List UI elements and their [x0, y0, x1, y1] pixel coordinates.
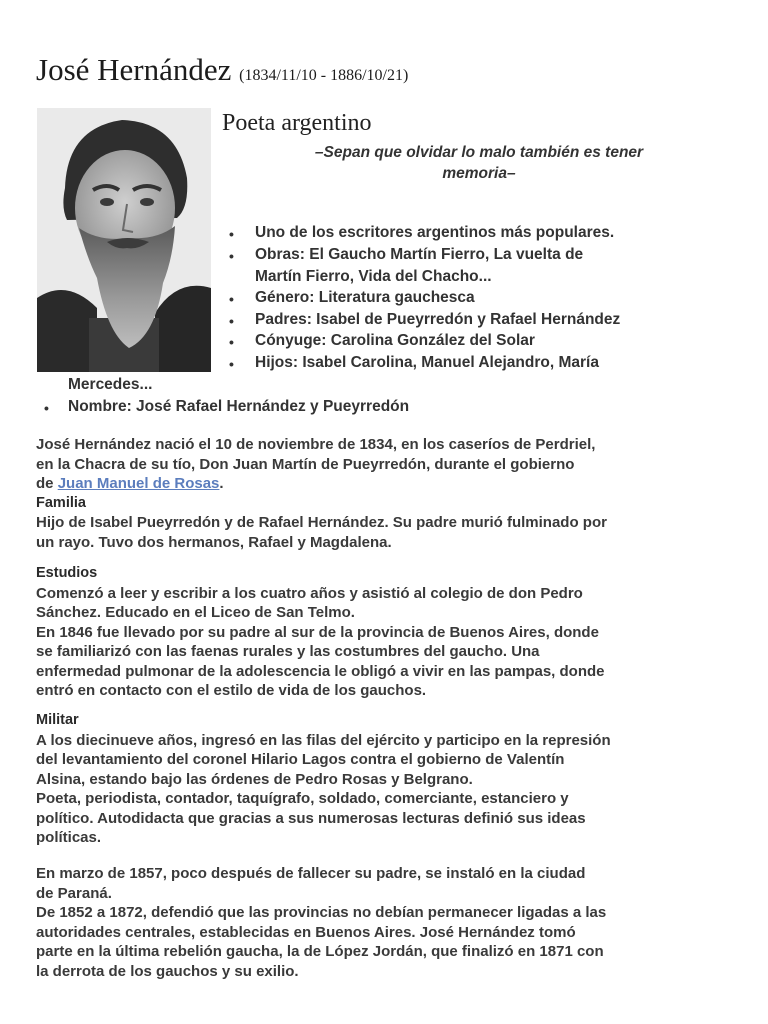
list-item-genre: Género: Literatura gauchesca — [255, 289, 475, 306]
text-line: Alsina, estando bajo las órdenes de Pedro Rosas y Belgrano. — [36, 770, 473, 788]
section-heading-familia: Familia — [36, 494, 86, 511]
text-line: se familiarizó con las faenas rurales y las costumbres del gaucho. Una — [36, 643, 540, 660]
text-line: Comenzó a leer y escribir a los cuatro años y asistió al colegio de don Pedro — [36, 584, 583, 602]
text-line: José Hernández nació el 10 de noviembre de 1834, en los caseríos de Perdriel, — [36, 436, 596, 453]
text-line: Sánchez. Educado en el Liceo de San Telmo. — [36, 604, 355, 621]
text-line: A los diecinueve años, ingresó en las filas del ejército y participo en la represión — [36, 731, 611, 749]
text-line — [36, 474, 736, 494]
bullet-dot: • — [229, 248, 234, 264]
quote-line: –Sepan que olvidar lo malo también es tener — [314, 144, 644, 161]
text-line: Hijo de Isabel Pueyrredón y de Rafael Hernández. Su padre murió fulminado por — [36, 514, 607, 531]
text-line: Poeta, periodista, contador, taquígrafo, soldado, comerciante, estanciero y — [36, 790, 569, 807]
list-item-works: Obras: El Gaucho Martín Fierro, La vuelta de — [255, 246, 584, 263]
list-item-spouse: Cónyuge: Carolina González del Solar — [255, 332, 535, 349]
bullet-dot: • — [44, 400, 49, 416]
title-name: José Hernández — [36, 52, 232, 87]
text-line: un rayo. Tuvo dos hermanos, Rafael y Magdalena. — [36, 533, 392, 551]
text-line: político. Autodidacta que gracias a sus numerosas lecturas definió sus ideas — [36, 809, 586, 827]
quote-line: memoria– — [442, 165, 516, 182]
estudios-section — [36, 564, 736, 701]
bullet-dot: • — [229, 226, 234, 242]
text-line: parte en la última rebelión gaucha, la de López Jordán, que finalizó en 1871 con — [36, 943, 604, 960]
rosas-link[interactable]: Juan Manuel de Rosas — [57, 475, 220, 492]
list-item-works-continued: Martín Fierro, Vida del Chacho... — [255, 268, 492, 285]
text-fragment: de — [36, 475, 58, 492]
militar-section — [36, 711, 736, 848]
quote — [236, 142, 722, 184]
portrait-illustration — [37, 108, 211, 372]
text-line: enfermedad pulmonar de la adolescencia le obligó a vivir en las pampas, donde — [36, 662, 605, 680]
text-line: autoridades centrales, establecidas en Buenos Aires. José Hernández tomó — [36, 923, 576, 941]
text-fragment: . — [219, 475, 224, 492]
text-line: entró en contacto con el estilo de vida de los gauchos. — [36, 682, 427, 699]
subtitle: Poeta argentino — [222, 110, 372, 136]
text-line: En marzo de 1857, poco después de fallecer su padre, se instaló en la ciudad — [36, 865, 586, 882]
bullet-dot: • — [229, 334, 234, 350]
text-line: De 1852 a 1872, defendió que las provincias no debían permanecer ligadas a las — [36, 904, 607, 921]
section-heading-militar: Militar — [36, 712, 79, 728]
list-item-full-name: Nombre: José Rafael Hernández y Pueyrredón — [68, 398, 410, 415]
text-line: la derrota de los gauchos y su exilio. — [36, 962, 299, 980]
portrait-photo — [37, 108, 211, 372]
text-line: En 1846 fue llevado por su padre al sur de la provincia de Buenos Aires, donde — [36, 623, 599, 641]
title-dates: (1834/11/10 - 1886/10/21) — [239, 67, 409, 84]
list-item-children: Hijos: Isabel Carolina, Manuel Alejandro, María — [255, 354, 599, 371]
section-heading-estudios: Estudios — [36, 565, 98, 581]
list-item-children-continued: Mercedes... — [68, 376, 153, 393]
page-title — [36, 52, 408, 88]
bullet-dot: • — [229, 356, 234, 372]
text-line: de Paraná. — [36, 884, 112, 902]
bullet-dot: • — [229, 313, 234, 329]
list-item-popularity: Uno de los escritores argentinos más populares. — [255, 224, 615, 241]
intro-paragraph — [36, 435, 736, 552]
text-line: políticas. — [36, 829, 102, 846]
list-item-parents: Padres: Isabel de Pueyrredón y Rafael Hernández — [255, 311, 621, 328]
bullet-dot: • — [229, 291, 234, 307]
text-line: en la Chacra de su tío, Don Juan Martín de Pueyrredón, durante el gobierno — [36, 455, 575, 473]
final-section — [36, 864, 736, 981]
text-line: del levantamiento del coronel Hilario Lagos contra el gobierno de Valentín — [36, 751, 565, 768]
